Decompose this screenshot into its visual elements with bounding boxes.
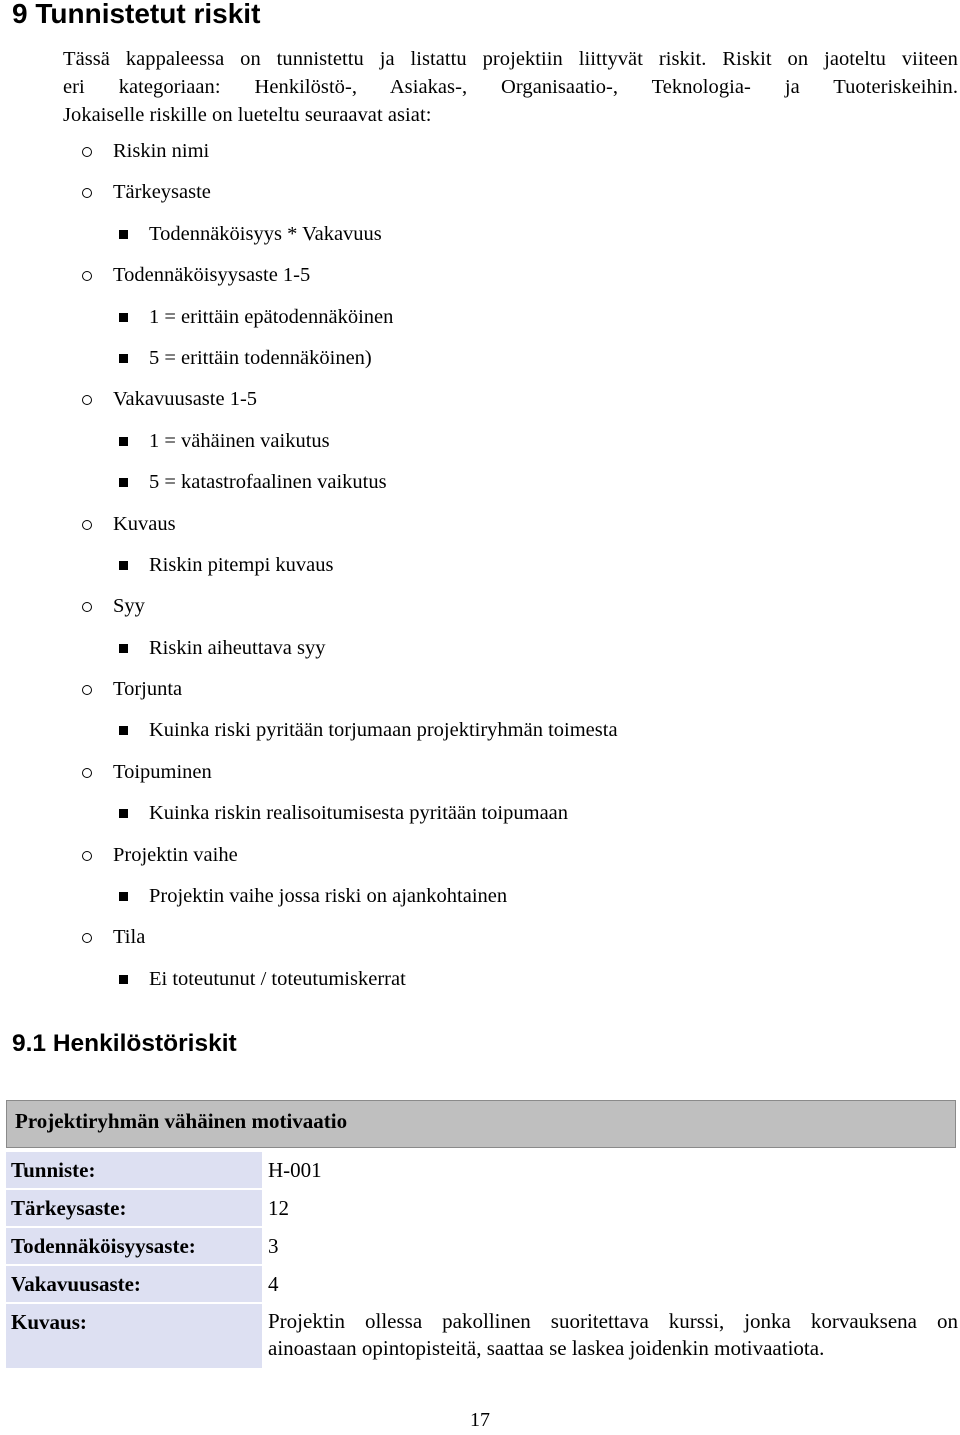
- field-label: Todennäköisyysaste:: [6, 1228, 262, 1264]
- list-item: [0, 669, 960, 710]
- list-item-text: Tila: [113, 926, 146, 949]
- field-label: Tunniste:: [6, 1152, 262, 1188]
- description-line: Projektin ollessa pakollinen suoritettava kurssi, jonka korvauksena on: [268, 1309, 958, 1333]
- list-item-text: Riskin nimi: [113, 140, 210, 162]
- field-value: 4: [268, 1272, 279, 1296]
- list-item-text: Syy: [113, 595, 145, 618]
- sub-list-item: [0, 297, 960, 338]
- sub-list-item: [0, 338, 960, 379]
- description-line: ainoastaan opintopisteitä, saattaa se laskea joidenkin motivaatiota.: [268, 1336, 825, 1360]
- list-item: [0, 379, 960, 420]
- sub-list-item: [0, 214, 960, 255]
- list-item: [0, 172, 960, 213]
- list-item: [0, 255, 960, 296]
- intro-line: Jokaiselle riskille on lueteltu seuraavat asiat:: [63, 104, 432, 126]
- list-item-text: 5 = erittäin todennäköinen): [149, 346, 372, 369]
- list-item: [0, 131, 960, 172]
- list-item-text: Tärkeysaste: [113, 181, 211, 204]
- list-item-text: Todennäköisyys * Vakavuus: [149, 222, 382, 245]
- list-item-text: Kuvaus: [113, 512, 176, 535]
- list-item: [0, 752, 960, 793]
- list-item: [0, 504, 960, 545]
- section-heading: 9 Tunnistetut riskit: [12, 0, 261, 29]
- field-tunniste: [6, 1152, 958, 1188]
- list-item-text: Kuinka riski pyritään torjumaan projektiryhmän toimesta: [149, 719, 618, 742]
- sub-list-item: [0, 421, 960, 462]
- field-value: H-001: [268, 1158, 322, 1182]
- intro-paragraph: [63, 45, 958, 129]
- list-item: [0, 917, 960, 958]
- list-item-text: Projektin vaihe: [113, 843, 238, 866]
- field-tarkeysaste: [6, 1190, 958, 1226]
- sub-list-item: [0, 462, 960, 503]
- risk-attribute-list: [0, 131, 960, 1000]
- list-item: [0, 835, 960, 876]
- field-label: Vakavuusaste:: [6, 1266, 262, 1302]
- list-item-text: 1 = erittäin epätodennäköinen: [149, 305, 394, 328]
- sub-list-item: [0, 876, 960, 917]
- list-item-text: 1 = vähäinen vaikutus: [149, 429, 330, 452]
- sub-list-item: [0, 545, 960, 586]
- sub-list-item: [0, 628, 960, 669]
- list-item-text: 5 = katastrofaalinen vaikutus: [149, 471, 387, 494]
- field-label: Kuvaus:: [6, 1304, 262, 1368]
- list-item-text: Riskin pitempi kuvaus: [149, 553, 334, 576]
- sub-list-item: [0, 959, 960, 1000]
- page-number: 17: [470, 1409, 490, 1431]
- intro-line: Tässä kappaleessa on tunnistettu ja listattu projektiin liittyvät riskit. Riskit on jaoteltu viiteen: [63, 48, 958, 70]
- list-item-text: Toipuminen: [113, 760, 212, 783]
- list-item-text: Todennäköisyysaste 1-5: [113, 264, 311, 287]
- list-item-text: Kuinka riskin realisoitumisesta pyritään toipumaan: [149, 802, 569, 825]
- sub-list-item: [0, 793, 960, 834]
- list-item-text: Vakavuusaste 1-5: [113, 388, 258, 411]
- list-item-text: Projektin vaihe jossa riski on ajankohtainen: [149, 885, 508, 908]
- list-item-text: Ei toteutunut / toteutumiskerrat: [149, 967, 406, 990]
- field-value: 3: [268, 1234, 279, 1258]
- sub-list-item: [0, 710, 960, 751]
- field-value: [268, 1304, 958, 1362]
- field-vakavuusaste: [6, 1266, 958, 1302]
- field-label: Tärkeysaste:: [6, 1190, 262, 1226]
- subsection-heading: 9.1 Henkilöstöriskit: [12, 1030, 237, 1057]
- list-item-text: Torjunta: [113, 678, 183, 701]
- list-item: [0, 586, 960, 627]
- intro-line: eri kategoriaan: Henkilöstö-, Asiakas-, Organisaatio-, Teknologia- ja Tuoteriskeihin.: [63, 76, 958, 98]
- risk-title: Projektiryhmän vähäinen motivaatio: [6, 1100, 956, 1148]
- field-todennakoisyysaste: [6, 1228, 958, 1264]
- list-item-text: Riskin aiheuttava syy: [149, 636, 326, 659]
- field-value: 12: [268, 1196, 289, 1220]
- field-kuvaus: [6, 1304, 958, 1368]
